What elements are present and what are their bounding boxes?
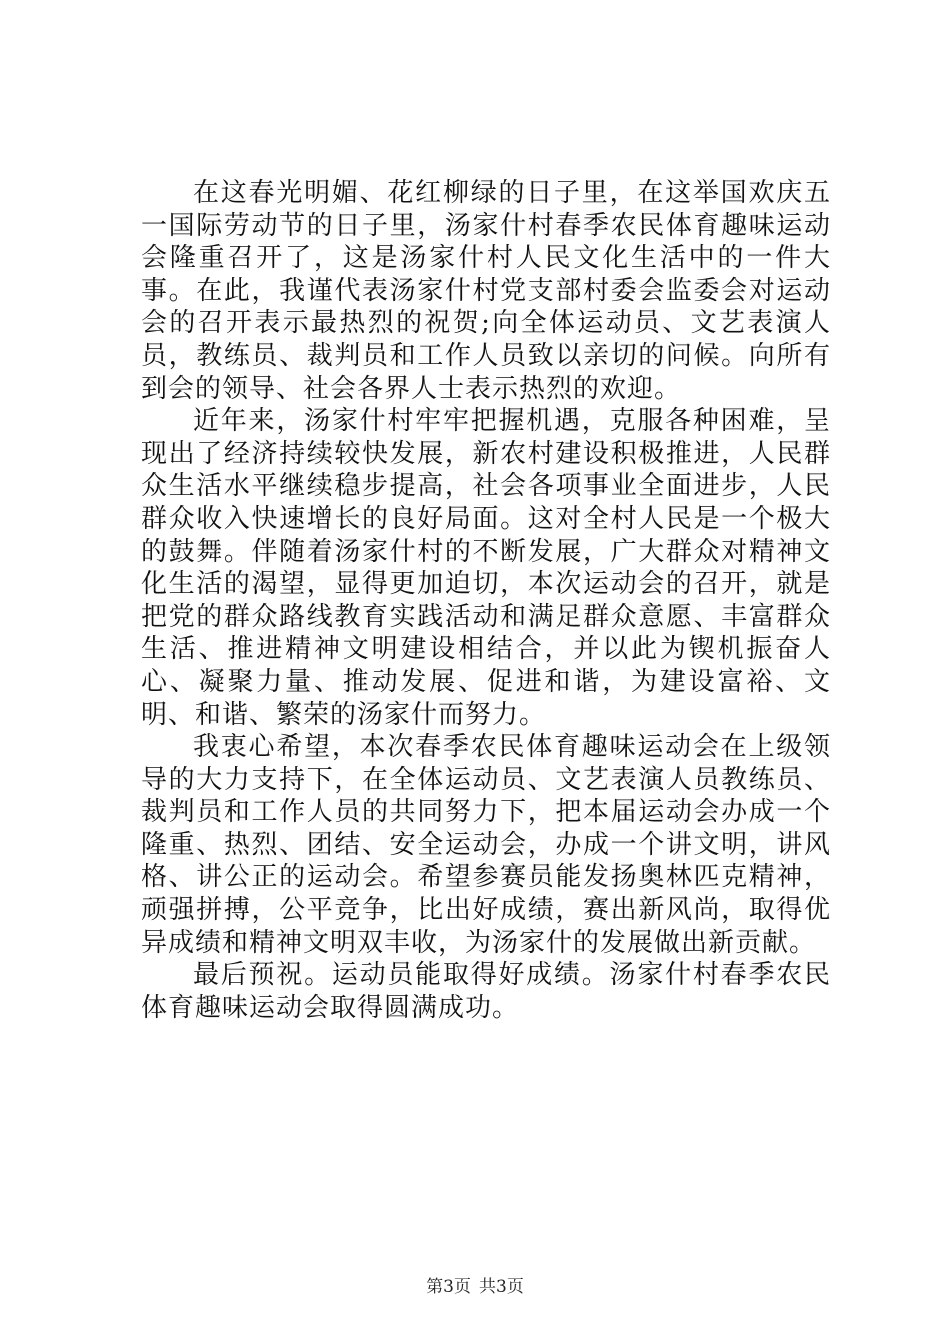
page-footer xyxy=(0,1272,950,1297)
paragraph-3: 我衷心希望，本次春季农民体育趣味运动会在上级领导的大力支持下，在全体运动员、文艺表演人员教练员、裁判员和工作人员的共同努力下，把本届运动会办成一个隆重、热烈、团结、安全运动会，办成一个讲文明，讲风格、讲公正的运动会。希望参赛员能发扬奥林匹克精神，顽强拼搏，公平竞争，比出好成绩，赛出新风尚，取得优异成绩和精神文明双丰收，为汤家什的发展做出新贡献。 xyxy=(141,732,831,958)
page-number-total: 共3页 xyxy=(479,1277,524,1297)
page-number-current: 第3页 xyxy=(426,1277,471,1297)
document-body xyxy=(141,177,831,1024)
paragraph-1: 在这春光明媚、花红柳绿的日子里，在这举国欢庆五一国际劳动节的日子里，汤家什村春季农民体育趣味运动会隆重召开了，这是汤家什村人民文化生活中的一件大事。在此，我谨代表汤家什村党支部村委会监委会对运动会的召开表示最热烈的祝贺;向全体运动员、文艺表演人员，教练员、裁判员和工作人员致以亲切的问候。向所有到会的领导、社会各界人士表示热烈的欢迎。 xyxy=(141,178,831,404)
paragraph-2: 近年来，汤家什村牢牢把握机遇，克服各种困难，呈现出了经济持续较快发展，新农村建设积极推进，人民群众生活水平继续稳步提高，社会各项事业全面进步，人民群众收入快速增长的良好局面。这对全村人民是一个极大的鼓舞。伴随着汤家什村的不断发展，广大群众对精神文化生活的渴望，显得更加迫切，本次运动会的召开，就是把党的群众路线教育实践活动和满足群众意愿、丰富群众生活、推进精神文明建设相结合，并以此为锲机振奋人心、凝聚力量、推动发展、促进和谐，为建设富裕、文明、和谐、繁荣的汤家什而努力。 xyxy=(141,406,831,730)
paragraph-4: 最后预祝。运动员能取得好成绩。汤家什村春季农民体育趣味运动会取得圆满成功。 xyxy=(141,960,831,1023)
